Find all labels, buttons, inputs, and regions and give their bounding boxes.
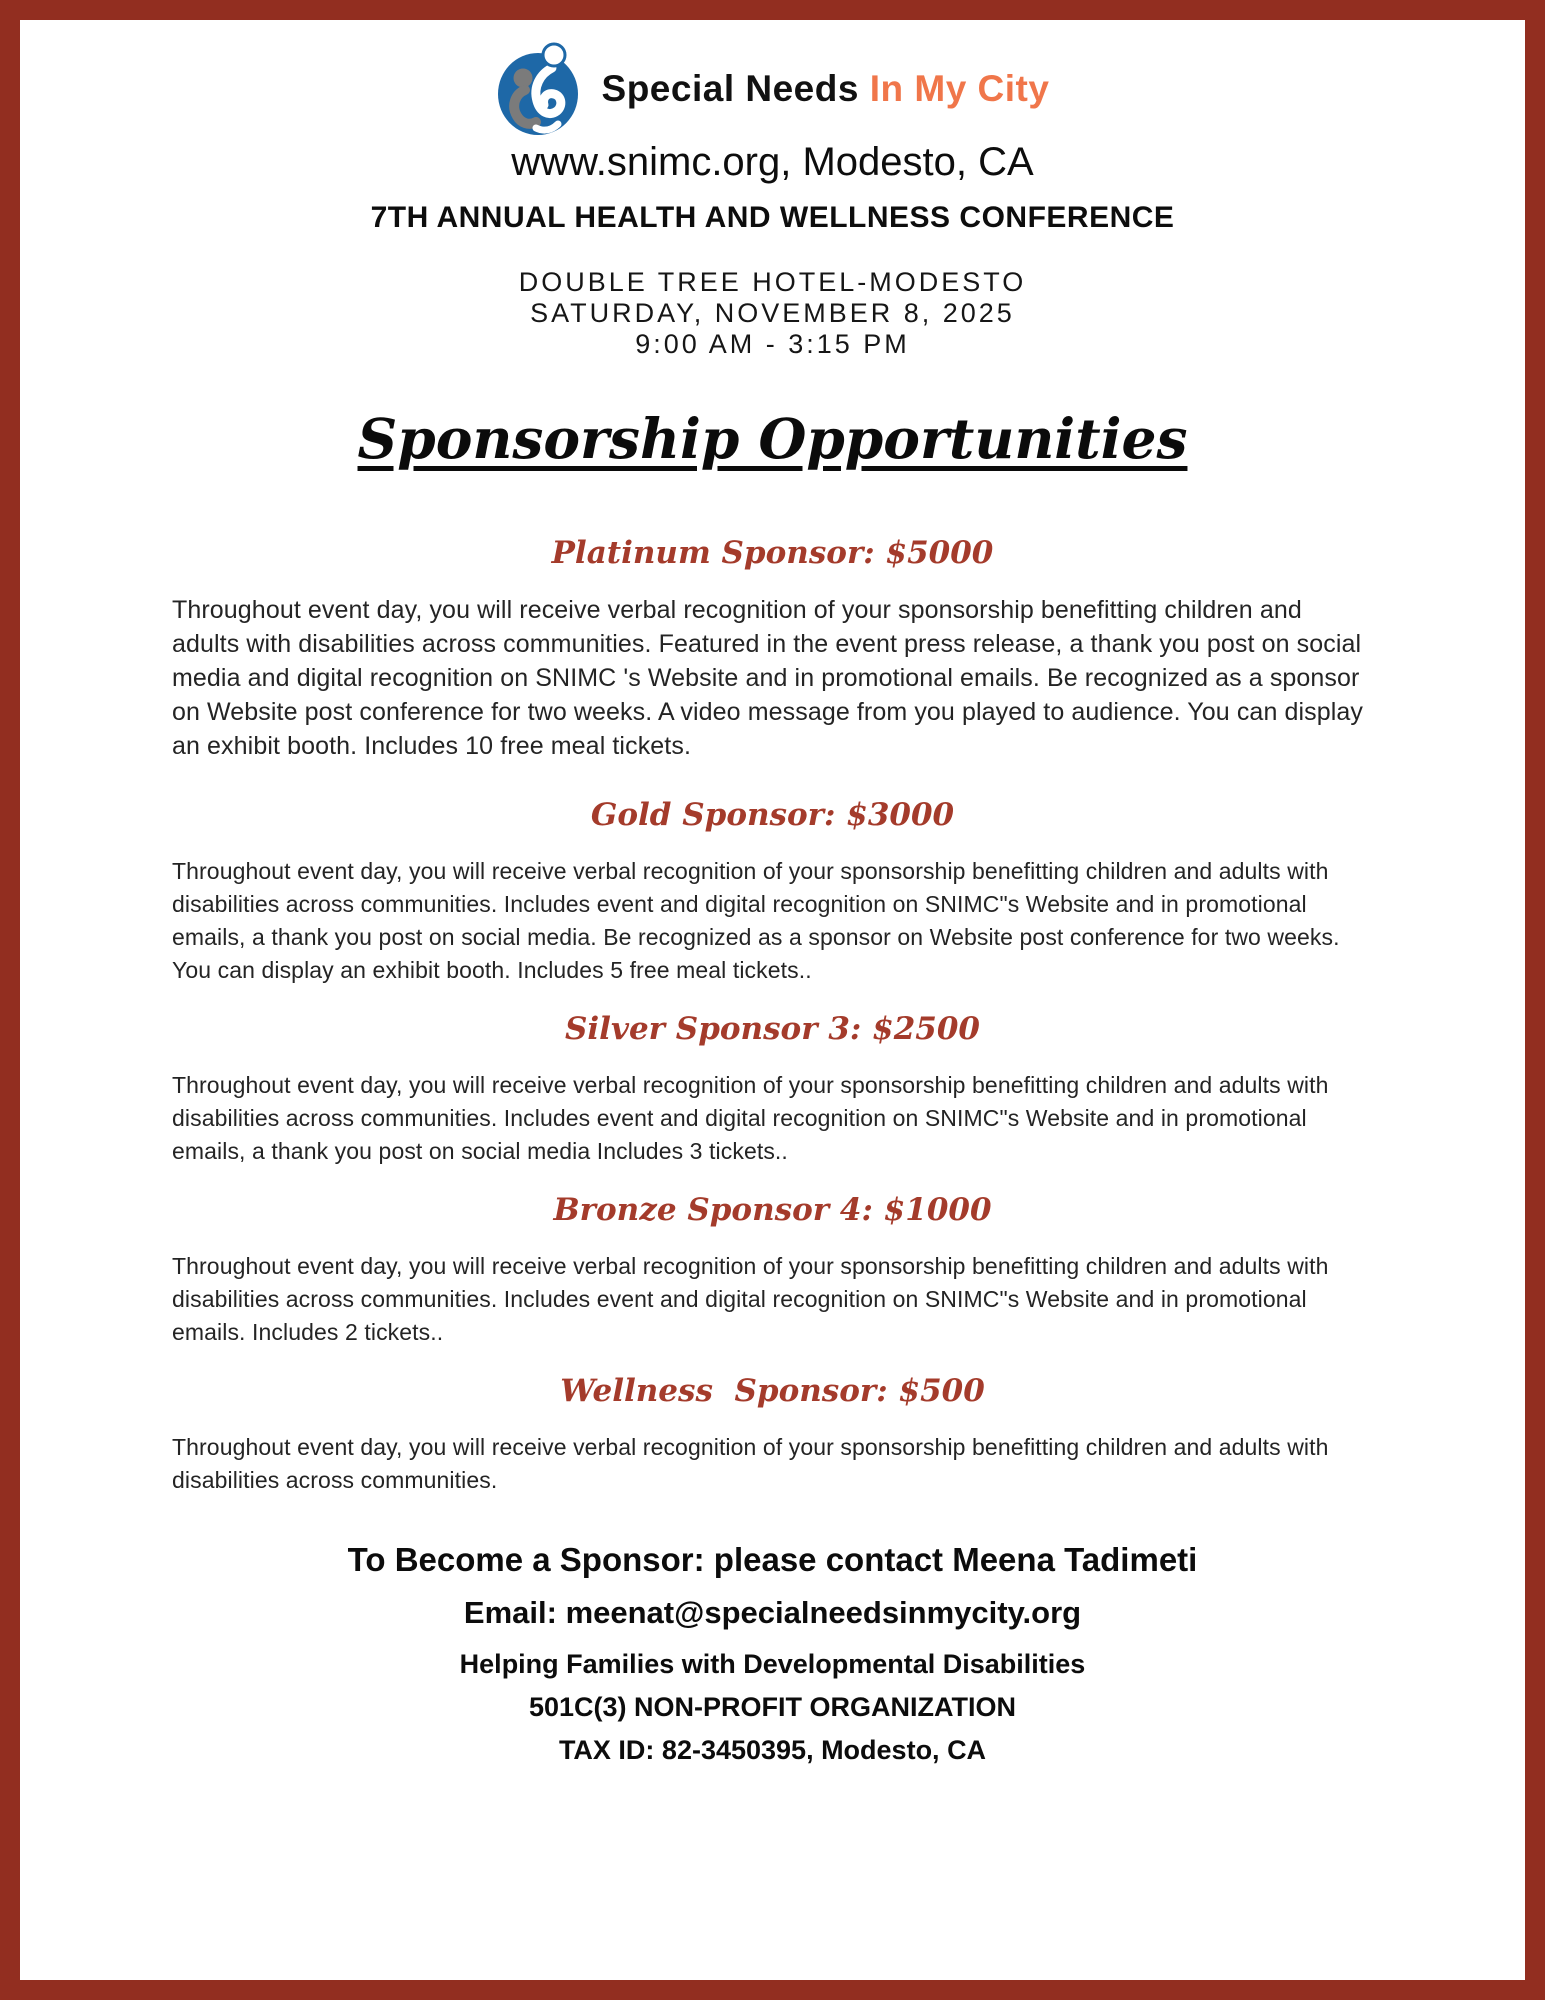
gold-sponsor-section <box>150 797 1395 987</box>
tax-id-line: TAX ID: 82-3450395, Modesto, CA <box>558 1735 987 1765</box>
platinum-sponsor-description: Throughout event day, you will receive verbal recognition of your sponsorship benefitting children and adults with disabilities across communities. Featured in the event press release, a thank you post on social media and digital recognition on SNIMC 's Website and in promotional emails. Be recognized as a sponsor on Website post conference for two weeks. A video message from you played to audience. You can display an exhibit booth. Includes 10 free meal tickets. <box>172 596 1364 760</box>
sponsor-contact-line: To Become a Sponsor: please contact Meena Tadimeti <box>347 1541 1198 1578</box>
brand-name-black: Special Needs <box>601 68 859 109</box>
platinum-sponsor-section <box>150 535 1395 763</box>
wellness-sponsor-section <box>150 1373 1395 1497</box>
brand-name-orange: In My City <box>869 68 1050 109</box>
event-date-line: SATURDAY, NOVEMBER 8, 2025 <box>530 298 1015 328</box>
flyer-footer <box>150 1541 1395 1766</box>
silver-sponsor-heading: Silver Sponsor 3: $2500 <box>565 1011 980 1047</box>
page-title: Sponsorship Opportunities <box>357 406 1188 471</box>
venue-name-line: DOUBLE TREE HOTEL-MODESTO <box>518 267 1027 297</box>
brand-title <box>602 68 1050 110</box>
bronze-sponsor-heading: Bronze Sponsor 4: $1000 <box>553 1192 992 1228</box>
flyer-page <box>20 20 1525 1980</box>
conference-title-line: 7TH ANNUAL HEALTH AND WELLNESS CONFERENCE <box>370 201 1175 234</box>
wellness-sponsor-heading: Wellness Sponsor: $500 <box>560 1373 985 1409</box>
platinum-sponsor-heading: Platinum Sponsor: $5000 <box>551 535 994 571</box>
org-tagline-line: Helping Families with Developmental Disabilities <box>459 1649 1086 1679</box>
contact-email-line: Email: meenat@specialneedsinmycity.org <box>463 1595 1082 1630</box>
sponsorship-sections <box>150 535 1395 1497</box>
bronze-sponsor-section <box>150 1192 1395 1349</box>
website-line: www.snimc.org, Modesto, CA <box>511 140 1034 184</box>
silver-sponsor-description: Throughout event day, you will receive verbal recognition of your sponsorship benefitting children and adults with disabilities across communities. Includes event and digital recognition on SNIMC"s Website and in promotional emails, a thank you post on social media Includes 3 tickets.. <box>172 1072 1329 1164</box>
wellness-sponsor-description: Throughout event day, you will receive verbal recognition of your sponsorship benefitting children and adults with disabilities across communities. <box>172 1434 1329 1493</box>
event-time-line: 9:00 AM - 3:15 PM <box>635 329 910 359</box>
gold-sponsor-description: Throughout event day, you will receive verbal recognition of your sponsorship benefitting children and adults with disabilities across communities. Includes event and digital recognition on SNIMC"s Website and in promotional emails, a thank you post on social media. Be recognized as a sponsor on Website post conference for two weeks. You can display an exhibit booth. Includes 5 free meal tickets.. <box>172 858 1340 983</box>
gold-sponsor-heading: Gold Sponsor: $3000 <box>590 797 955 833</box>
venue-block <box>150 267 1395 360</box>
nonprofit-status-line: 501C(3) NON-PROFIT ORGANIZATION <box>528 1692 1016 1722</box>
family-logo-icon <box>496 42 580 136</box>
brand-row <box>150 42 1395 136</box>
flyer-header <box>150 42 1395 360</box>
bronze-sponsor-description: Throughout event day, you will receive verbal recognition of your sponsorship benefitting children and adults with disabilities across communities. Includes event and digital recognition on SNIMC"s Website and in promotional emails. Includes 2 tickets.. <box>172 1253 1329 1345</box>
silver-sponsor-section <box>150 1011 1395 1168</box>
